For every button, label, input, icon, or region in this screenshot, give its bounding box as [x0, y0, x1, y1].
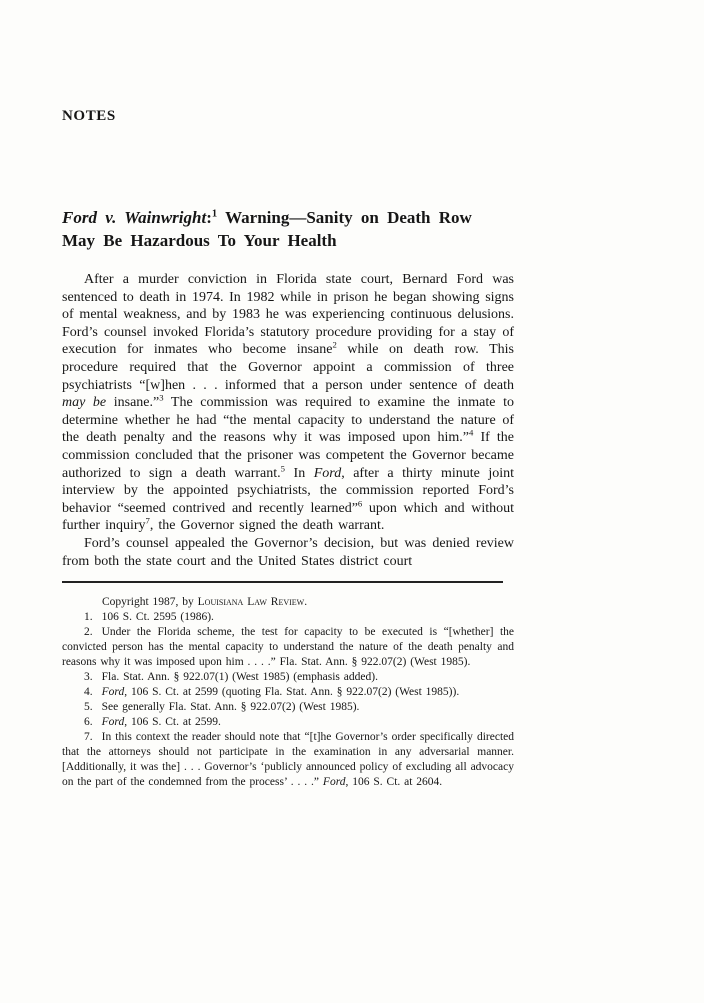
footnote-text	[62, 731, 514, 788]
footnote-text	[102, 701, 360, 713]
text-segment: upon which and without further inquiry	[62, 500, 514, 534]
footnote	[62, 625, 514, 670]
text-segment: Ford v. Wainwright	[62, 208, 207, 227]
text-segment: In	[285, 465, 314, 481]
footnote-number: 7.	[84, 731, 93, 744]
footnote-number: 4.	[84, 686, 93, 699]
section-header: NOTES	[62, 108, 116, 124]
text-segment: Ford	[101, 716, 125, 729]
footnote-ref: 1	[211, 208, 218, 220]
text-segment: Ford	[313, 465, 342, 481]
text-segment: , 106 S. Ct. at 2604.	[345, 776, 443, 789]
text-segment: insane.”	[106, 395, 160, 411]
footnote-section	[62, 595, 514, 790]
footnote-number: 5.	[84, 701, 93, 714]
footnote-number: 2.	[84, 626, 93, 639]
text-segment: 106 S. Ct. 2595 (1986).	[101, 611, 214, 624]
footnote-number: 3.	[84, 671, 93, 684]
footnote-ref: 5	[280, 462, 286, 473]
text-segment: Louisiana Law Review	[197, 596, 305, 609]
footnote-ref: 2	[332, 339, 337, 350]
text-segment: , the Governor signed the death warrant.	[149, 518, 385, 534]
footnote	[62, 730, 514, 790]
footnote	[62, 715, 514, 730]
paragraph	[62, 535, 514, 570]
text-segment: .	[304, 596, 308, 609]
text-segment: May Be Hazardous To Your Health	[62, 231, 337, 250]
text-segment: Ford	[101, 686, 125, 699]
footnote	[62, 670, 514, 685]
footnote-ref: 3	[159, 392, 164, 403]
footnote-number: 1.	[84, 611, 93, 624]
copyright-line	[62, 595, 514, 610]
paragraph	[62, 271, 514, 535]
footnote-ref: 7	[145, 515, 150, 526]
text-segment: Under the Florida scheme, the test for capacity to be executed is “[whether] the convicted person has the mental capacity to understand the nature of the death penalty and reasons why it was imposed upon him . . . .” Fla. Stat. Ann. § 922.07(2) (West 1985).	[62, 626, 514, 669]
text-segment: Warning—Sanity on Death Row	[217, 208, 472, 227]
footnote-text	[62, 626, 514, 668]
footnote-list	[62, 610, 514, 790]
text-segment: In this context the reader should note that “[t]he Governor’s order specifically directed that the attorneys should not participate in the examination in any adversarial manner. [Additionally, it was the] . . . Governor’s ‘publicly announced policy of excluding all advocacy on the part of the condemned from the process’ . . . .”	[62, 731, 514, 789]
text-segment: , after a thirty minute joint interview by the appointed psychiatrists, the commission reported Ford’s behavior “seemed contrived and recently learned”	[62, 465, 515, 516]
text-segment: may be	[62, 395, 107, 411]
footnote-ref: 4	[468, 427, 474, 438]
text-segment: , 106 S. Ct. at 2599.	[124, 716, 221, 729]
footnote-text	[102, 671, 378, 683]
footnote	[62, 685, 514, 700]
footnote-text	[102, 611, 214, 623]
footnote	[62, 610, 514, 625]
footnote-ref: 6	[357, 498, 363, 509]
text-segment: If the commission concluded that the prisoner was competent the Governor became authorized to sign a death warrant.	[62, 430, 514, 481]
text-segment: Fla. Stat. Ann. § 922.07(1) (West 1985) (emphasis added).	[101, 671, 378, 684]
footnote-number: 6.	[84, 716, 93, 729]
footnote	[62, 700, 514, 715]
article-title	[62, 206, 514, 252]
text-segment: , 106 S. Ct. at 2599 (quoting Fla. Stat. Ann. § 922.07(2) (West 1985)).	[124, 686, 460, 699]
text-segment: while on death row. This procedure required that the Governor appoint a commission of three psychiatrists “[w]hen . . . informed that a person under sentence of death	[62, 342, 514, 393]
footnote-text	[102, 686, 460, 698]
text-segment: Copyright 1987, by	[102, 596, 198, 609]
text-segment: Ford	[322, 776, 346, 789]
text-segment: The commission was required to examine the inmate to determine whether he had “the mental capacity to understand the nature of the death penalty and the reasons why it was imposed upon him.”	[62, 395, 514, 446]
footnote-separator	[62, 581, 503, 583]
text-segment: :	[206, 208, 212, 227]
text-segment: After a murder conviction in Florida state court, Bernard Ford was sentenced to death in 1974. In 1982 while in prison he began showing signs of mental weakness, and by 1983 he was experiencing continuous delusions. Ford’s counsel invoked Florida’s statutory procedure providing for a stay of execution for inmates who become insane	[62, 272, 514, 358]
footnote-text	[102, 716, 221, 728]
text-segment: Ford’s counsel appealed the Governor’s decision, but was denied review from both the state court and the United States district court	[62, 535, 514, 569]
article-body	[62, 271, 514, 570]
text-segment: See generally Fla. Stat. Ann. § 922.07(2) (West 1985).	[101, 701, 360, 714]
